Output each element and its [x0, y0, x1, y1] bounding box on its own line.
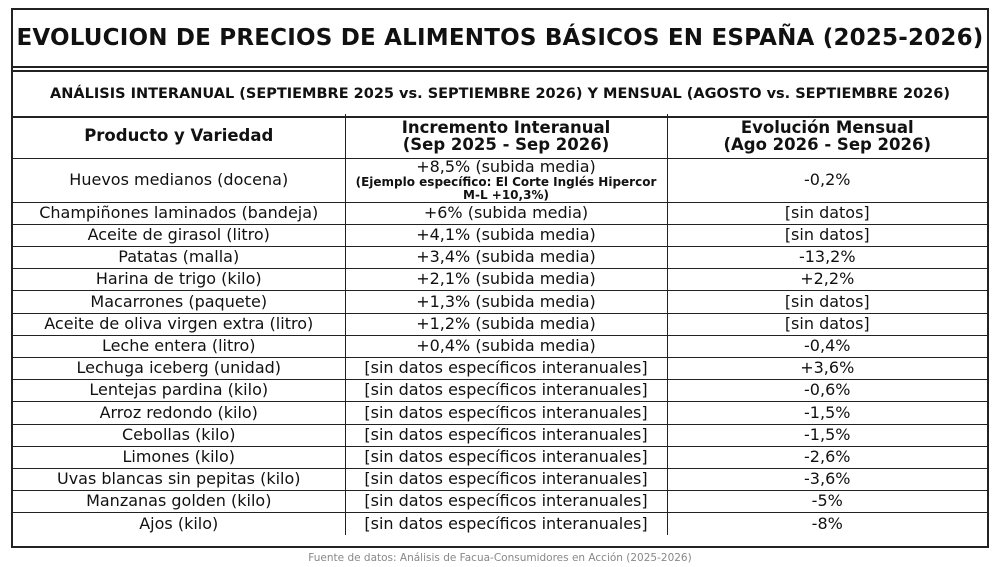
yearly-change-cell: +0,4% (subida media)	[345, 335, 667, 357]
monthly-change-cell: +3,6%	[667, 358, 987, 380]
monthly-change-cell: +2,2%	[667, 269, 987, 291]
table-row	[13, 269, 987, 291]
monthly-change-cell: -5%	[667, 491, 987, 513]
table-row	[13, 335, 987, 357]
table-header-row	[13, 114, 987, 159]
monthly-change-cell: -0,4%	[667, 335, 987, 357]
product-cell: Huevos medianos (docena)	[13, 159, 345, 203]
yearly-change-cell: [sin datos específicos interanuales]	[345, 513, 667, 535]
table-row	[13, 424, 987, 446]
yearly-change-cell: +3,4% (subida media)	[345, 247, 667, 269]
table-row	[13, 513, 987, 535]
product-cell: Arroz redondo (kilo)	[13, 402, 345, 424]
yearly-change-cell	[345, 159, 667, 203]
monthly-change-cell: -1,5%	[667, 402, 987, 424]
product-cell: Harina de trigo (kilo)	[13, 269, 345, 291]
yearly-change-cell: [sin datos específicos interanuales]	[345, 402, 667, 424]
product-cell: Patatas (malla)	[13, 247, 345, 269]
table-body	[13, 159, 987, 535]
product-cell: Macarrones (paquete)	[13, 291, 345, 313]
monthly-change-cell: [sin datos]	[667, 291, 987, 313]
yearly-change-cell: [sin datos específicos interanuales]	[345, 424, 667, 446]
table-row	[13, 491, 987, 513]
page-subtitle: ANÁLISIS INTERANUAL (SEPTIEMBRE 2025 vs. SEPTIEMBRE 2026) Y MENSUAL (AGOSTO vs. SEPTIEMBRE 2026)	[13, 70, 987, 118]
monthly-change-cell: -1,5%	[667, 424, 987, 446]
table-row	[13, 247, 987, 269]
table-row	[13, 380, 987, 402]
monthly-change-cell: [sin datos]	[667, 202, 987, 224]
table-row	[13, 358, 987, 380]
product-cell: Ajos (kilo)	[13, 513, 345, 535]
table-row	[13, 159, 987, 203]
price-table	[13, 114, 987, 535]
yearly-change-cell: +1,2% (subida media)	[345, 313, 667, 335]
product-cell: Lentejas pardina (kilo)	[13, 380, 345, 402]
table-row	[13, 313, 987, 335]
yearly-change-cell: [sin datos específicos interanuales]	[345, 491, 667, 513]
monthly-change-cell: -2,6%	[667, 446, 987, 468]
yearly-change-cell: [sin datos específicos interanuales]	[345, 468, 667, 490]
header-product: Producto y Variedad	[13, 114, 345, 159]
product-cell: Limones (kilo)	[13, 446, 345, 468]
product-cell: Manzanas golden (kilo)	[13, 491, 345, 513]
monthly-change-cell: [sin datos]	[667, 224, 987, 246]
product-cell: Champiñones laminados (bandeja)	[13, 202, 345, 224]
monthly-change-cell: -13,2%	[667, 247, 987, 269]
monthly-change-cell: -0,2%	[667, 159, 987, 203]
product-cell: Leche entera (litro)	[13, 335, 345, 357]
table-row	[13, 468, 987, 490]
yearly-change-note: (Ejemplo específico: El Corte Inglés Hipercor M-L +10,3%)	[355, 174, 657, 202]
monthly-change-cell: -8%	[667, 513, 987, 535]
table-row	[13, 402, 987, 424]
product-cell: Aceite de oliva virgen extra (litro)	[13, 313, 345, 335]
monthly-change-cell: -0,6%	[667, 380, 987, 402]
table-row	[13, 224, 987, 246]
page-title: EVOLUCION DE PRECIOS DE ALIMENTOS BÁSICOS EN ESPAÑA (2025-2026)	[13, 10, 987, 68]
yearly-change-value: +8,5% (subida media)	[416, 157, 596, 176]
product-cell: Uvas blancas sin pepitas (kilo)	[13, 468, 345, 490]
monthly-change-cell: -3,6%	[667, 468, 987, 490]
yearly-change-cell: [sin datos específicos interanuales]	[345, 358, 667, 380]
yearly-change-cell: +1,3% (subida media)	[345, 291, 667, 313]
yearly-change-cell: [sin datos específicos interanuales]	[345, 380, 667, 402]
product-cell: Cebollas (kilo)	[13, 424, 345, 446]
yearly-change-cell: +2,1% (subida media)	[345, 269, 667, 291]
table-row	[13, 446, 987, 468]
infographic-frame	[11, 8, 989, 548]
yearly-change-cell: +4,1% (subida media)	[345, 224, 667, 246]
product-cell: Aceite de girasol (litro)	[13, 224, 345, 246]
monthly-change-cell: [sin datos]	[667, 313, 987, 335]
header-monthly: Evolución Mensual (Ago 2026 - Sep 2026)	[667, 114, 987, 159]
table-row	[13, 291, 987, 313]
yearly-change-cell: [sin datos específicos interanuales]	[345, 446, 667, 468]
table-row	[13, 202, 987, 224]
source-note: Fuente de datos: Análisis de Facua-Consumidores en Acción (2025-2026)	[308, 552, 692, 564]
product-cell: Lechuga iceberg (unidad)	[13, 358, 345, 380]
header-yearly: Incremento Interanual (Sep 2025 - Sep 2026)	[345, 114, 667, 159]
yearly-change-cell: +6% (subida media)	[345, 202, 667, 224]
